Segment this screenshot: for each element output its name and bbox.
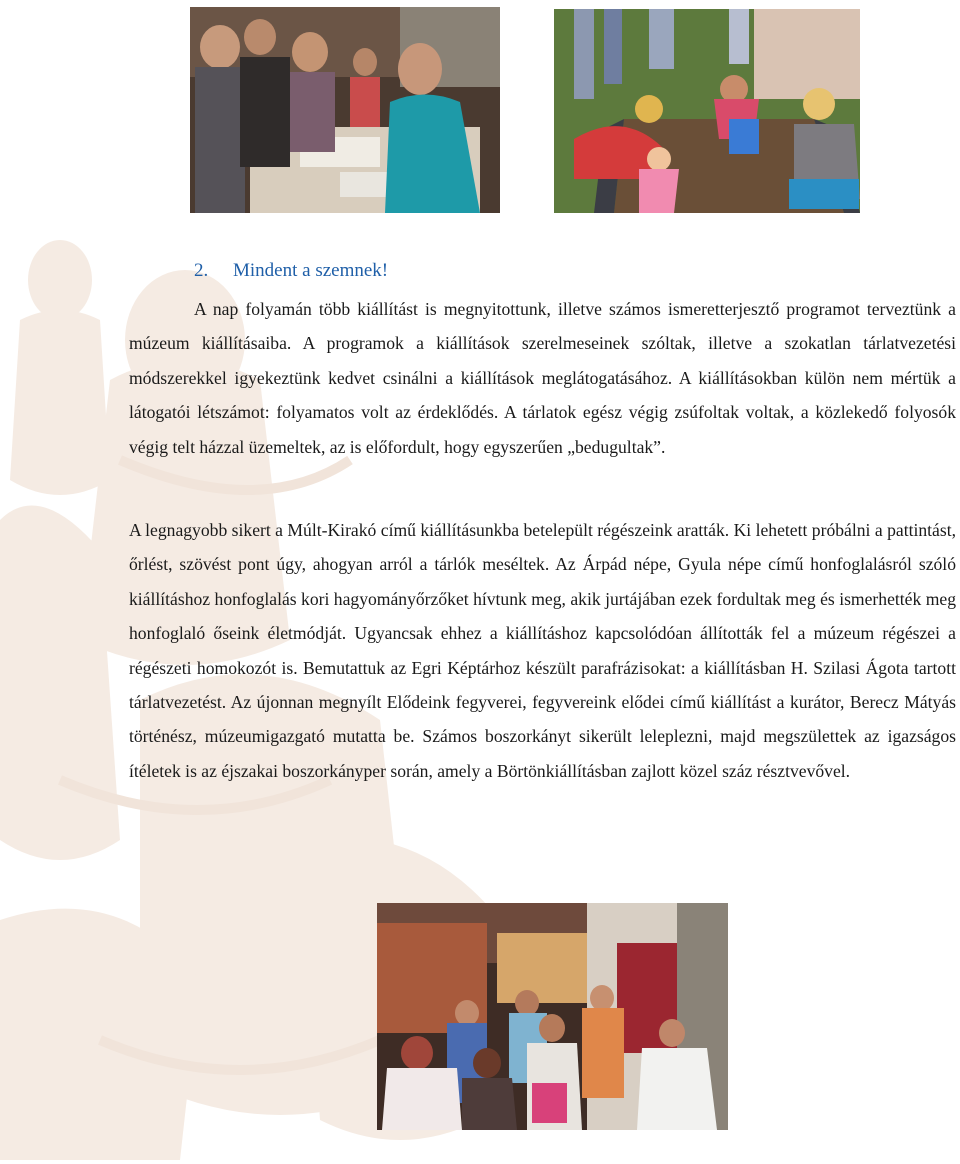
section-heading — [194, 260, 388, 282]
section-number: 2. — [194, 260, 209, 281]
paragraph-text: A legnagyobb sikert a Múlt-Kirakó című kiállításunkba betelepült régészeink aratták. Ki lehetett próbálni a pattintást, őrlést, szövést pont úgy, ahogyan arról a tárlók meséltek. Az Árpád népe, Gyula népe című honfoglalásról szóló kiállításhoz honfoglalás kori hagyományőrzőket hívtunk meg, akik jurtájában ezek fordultak meg és ismerhették meg honfoglaló őseink életmódját. Ugyancsak ehhez a kiállításhoz kapcsolódóan állították fel a múzeum régészei a régészeti homokozót is. Bemutattuk az Egri Képtárhoz készült parafrázisokat: a kiállításban H. Szilasi Ágota tartott tárlatvezetést. Az újonnan megnyílt Elődeink fegyverei, fegyvereink elődei című kiállítást a kurátor, Berecz Mátyás történész, múzeumigazgató mutatta be. Számos boszorkányt sikerült leleplezni, majd megszülettek az igazságos ítéletek is az éjszakai boszorkányper során, amely a Börtönkiállításban zajlott közel száz résztvevővel. — [129, 520, 956, 781]
photo-exhibition-table — [190, 7, 500, 213]
paragraph-1 — [129, 292, 956, 464]
photo-archaeology-sandbox — [554, 9, 860, 213]
section-title: Mindent a szemnek! — [233, 260, 389, 281]
paragraph-text: A nap folyamán több kiállítást is megnyitottunk, illetve számos ismeretterjesztő programot terveztünk a múzeum kiállításaiba. A programok a kiállítások szerelmeseinek szóltak, illetve a szokatlan tárlatvezetési módszerekkel igyekeztünk kedvet csinálni a kiállítások meglátogatásához. A kiállításokban külön nem mértük a látogatói létszámot: folyamatos volt az érdeklődés. A tárlatok egész végig zsúfoltak voltak, a közlekedő folyosók végig telt házzal üzemeltek, az is előfordult, hogy egyszerűen „bedugultak”. — [129, 299, 956, 457]
photo-gallery-crowd — [377, 903, 728, 1130]
paragraph-2 — [129, 513, 956, 788]
